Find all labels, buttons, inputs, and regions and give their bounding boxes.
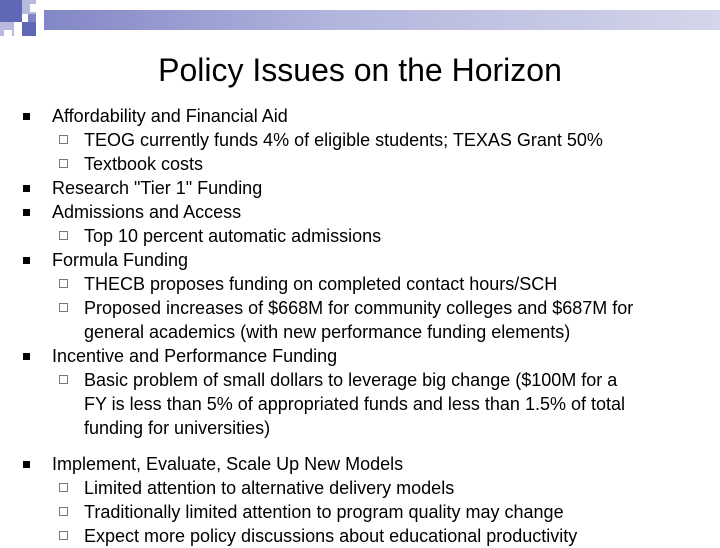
sub-list-item-continuation: general academics (with new performance funding elements) xyxy=(84,322,571,342)
hollow-square-bullet-icon xyxy=(59,483,68,492)
hollow-square-bullet-icon xyxy=(59,135,68,144)
sub-list-item-text: Basic problem of small dollars to leverage big change ($100M for a xyxy=(84,370,618,390)
sub-list-item xyxy=(0,524,720,548)
square-bullet-icon xyxy=(23,257,30,264)
slide-title: Policy Issues on the Horizon xyxy=(158,52,562,88)
hollow-square-bullet-icon xyxy=(59,375,68,384)
list-item xyxy=(0,176,720,200)
list-item xyxy=(0,344,720,368)
sub-list-item-text: Textbook costs xyxy=(84,154,204,174)
list-item-text: Admissions and Access xyxy=(52,202,242,222)
hollow-square-bullet-icon xyxy=(59,531,68,540)
sub-list-item-text: Top 10 percent automatic admissions xyxy=(84,226,382,246)
sub-list-item xyxy=(0,152,720,176)
square-bullet-icon xyxy=(23,353,30,360)
sub-list-item-text: TEOG currently funds 4% of eligible students; TEXAS Grant 50% xyxy=(84,130,603,150)
sub-list-item xyxy=(0,500,720,524)
hollow-square-bullet-icon xyxy=(59,159,68,168)
hollow-square-bullet-icon xyxy=(59,507,68,516)
sub-list-item-continuation: funding for universities) xyxy=(84,418,271,438)
hollow-square-bullet-icon xyxy=(59,303,68,312)
list-item-text: Implement, Evaluate, Scale Up New Models xyxy=(52,454,404,474)
hollow-square-bullet-icon xyxy=(59,279,68,288)
sub-list-item xyxy=(0,296,720,344)
corner-divider xyxy=(36,0,44,32)
list-item-text: Incentive and Performance Funding xyxy=(52,346,338,366)
list-item xyxy=(0,248,720,272)
sub-list-item-text: Proposed increases of $668M for community colleges and $687M for xyxy=(84,298,634,318)
sub-list-item xyxy=(0,272,720,296)
list-item xyxy=(0,104,720,128)
sub-list-item-text: THECB proposes funding on completed contact hours/SCH xyxy=(84,274,558,294)
list-item-text: Formula Funding xyxy=(52,250,189,270)
list-item-text: Research "Tier 1" Funding xyxy=(52,178,263,198)
sub-list-item-text: Traditionally limited attention to program quality may change xyxy=(84,502,564,522)
sub-list-item-continuation: FY is less than 5% of appropriated funds and less than 1.5% of total xyxy=(84,394,626,414)
corner-square-icon xyxy=(22,22,36,36)
hollow-square-bullet-icon xyxy=(59,231,68,240)
header-gradient-band xyxy=(28,10,720,30)
sub-list-item xyxy=(0,224,720,248)
sub-list-item xyxy=(0,368,720,440)
list-item xyxy=(0,452,720,476)
corner-square-icon xyxy=(0,0,22,22)
square-bullet-icon xyxy=(23,461,30,468)
list-item xyxy=(0,200,720,224)
square-bullet-icon xyxy=(23,185,30,192)
corner-square-icon xyxy=(4,30,12,38)
sub-list-item xyxy=(0,128,720,152)
square-bullet-icon xyxy=(23,209,30,216)
bullet-list xyxy=(0,104,720,548)
sub-list-item-text: Expect more policy discussions about educational productivity xyxy=(84,526,578,546)
list-item-text: Affordability and Financial Aid xyxy=(52,106,288,126)
sub-list-item-text: Limited attention to alternative delivery models xyxy=(84,478,455,498)
sub-list-item xyxy=(0,476,720,500)
square-bullet-icon xyxy=(23,113,30,120)
